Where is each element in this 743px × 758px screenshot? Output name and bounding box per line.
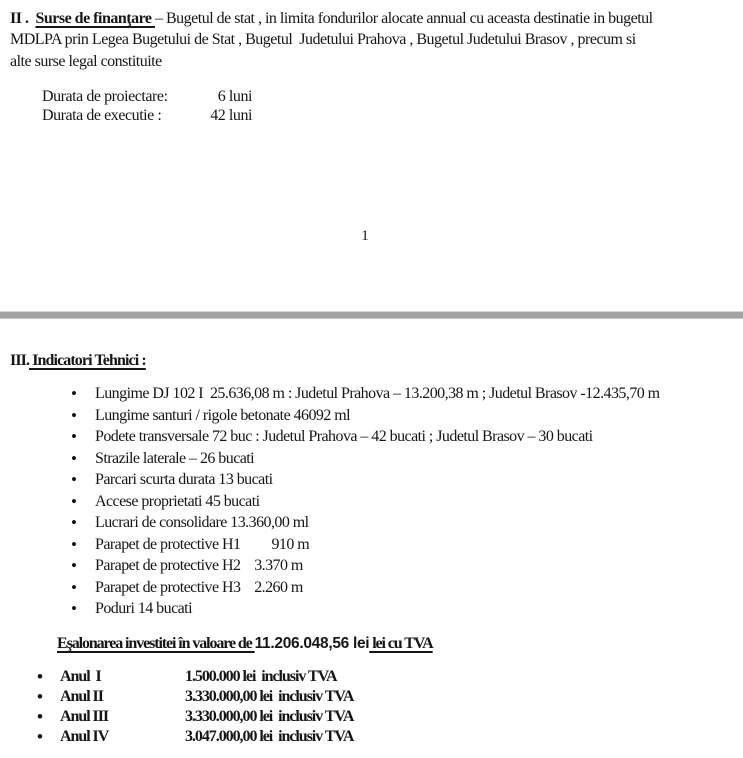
bullet-icon: •	[71, 470, 77, 490]
bullet-icon: •	[37, 727, 42, 747]
duration-design-value: 6 luni	[217, 88, 252, 105]
list-item-text: Parapet de protective H3 2.260 m	[95, 578, 303, 596]
year-label: Anul III	[60, 708, 109, 726]
list-item-year-1	[0, 668, 743, 688]
list-item-year-3	[0, 708, 743, 728]
bullet-icon: •	[37, 707, 42, 727]
bullet-icon: •	[71, 534, 77, 554]
list-item-text: Strazile laterale – 26 bucati	[95, 449, 255, 467]
section-numeral-iii: III.	[10, 352, 30, 369]
list-item	[0, 514, 743, 536]
technical-indicators-list	[0, 385, 743, 622]
technical-indicators-heading	[10, 352, 146, 370]
section-numeral-ii: II .	[10, 10, 36, 27]
list-item-text: Lungime DJ 102 I 25.636,08 m : Judetul Prahova – 13.200,38 m ; Judetul Brasov -12.435,70 m	[95, 385, 660, 402]
duration-row-design	[42, 87, 252, 106]
investment-heading-lead: Eşalonarea investitei în valoare de	[57, 635, 255, 652]
bullet-icon: •	[71, 577, 77, 597]
list-item-year-2	[0, 688, 743, 708]
year-amount: 1.500.000 lei inclusiv TVA	[185, 668, 337, 685]
bullet-icon: •	[71, 427, 77, 447]
list-item-text: Parapet de protective H2 3.370 m	[95, 557, 303, 575]
list-item-text: Lucrari de consolidare 13.360,00 ml	[95, 514, 309, 532]
list-item-text: Lungime santuri / rigole betonate 46092 ml	[95, 406, 351, 424]
section-title-surse-de-finantare: Surse de finanţare	[35, 10, 155, 27]
list-item	[0, 493, 743, 515]
duration-execution-label: Durata de executie :	[42, 107, 162, 125]
list-item	[0, 450, 743, 472]
investment-total-amount: 11.206.048,56 lei	[254, 635, 370, 652]
bullet-icon: •	[71, 513, 77, 533]
list-item	[0, 407, 743, 429]
year-amount: 3.047.000,00 lei inclusiv TVA	[185, 728, 354, 746]
bullet-icon: •	[37, 687, 42, 707]
list-item	[0, 536, 743, 558]
bullet-icon: •	[71, 384, 77, 403]
list-item-text: Poduri 14 bucati	[95, 600, 192, 618]
list-item-text: Parapet de protective H1 910 m	[95, 535, 310, 553]
paragraph-line-3: alte surse legal constituite	[10, 52, 162, 70]
list-item	[0, 600, 743, 622]
bullet-icon: •	[71, 448, 77, 468]
page-break-divider	[0, 311, 743, 319]
paragraph-text: – Bugetul de stat , in limita fondurilor alocate annual cu aceasta destinatie in bugetul	[155, 10, 653, 27]
bullet-icon: •	[71, 405, 77, 425]
list-item-text: Podete transversale 72 buc : Judetul Prahova – 42 bucati ; Judetul Brasov – 30 bucati	[95, 428, 593, 446]
list-item	[0, 471, 743, 493]
list-item	[0, 557, 743, 579]
year-label: Anul I	[60, 668, 101, 685]
bullet-icon: •	[71, 491, 77, 511]
page-number: 1	[361, 228, 369, 244]
list-item	[0, 428, 743, 450]
duration-execution-value: 42 luni	[210, 107, 252, 125]
bullet-icon: •	[71, 556, 77, 576]
bullet-icon: •	[71, 599, 77, 619]
yearly-investment-list	[0, 668, 743, 748]
section-title-indicatori-tehnici: Indicatori Tehnici :	[29, 352, 146, 369]
bullet-icon: •	[37, 667, 42, 686]
year-amount: 3.330.000,00 lei inclusiv TVA	[185, 708, 354, 726]
year-label: Anul II	[60, 688, 103, 706]
list-item	[0, 385, 743, 407]
investment-heading-tail: lei cu TVA	[369, 635, 433, 652]
list-item-text: Accese proprietati 45 bucati	[95, 492, 260, 510]
duration-design-label: Durata de proiectare:	[42, 88, 168, 105]
paragraph-line-1	[10, 8, 740, 29]
duration-block	[42, 87, 252, 126]
financing-sources-paragraph	[10, 8, 740, 72]
duration-row-execution	[42, 106, 252, 125]
year-amount: 3.330.000,00 lei inclusiv TVA	[185, 688, 354, 706]
paragraph-line-2: MDLPA prin Legea Bugetului de Stat , Bugetul Judetului Prahova , Bugetul Judetului Brasov , precum si	[10, 31, 636, 49]
list-item	[0, 579, 743, 601]
list-item-text: Parcari scurta durata 13 bucati	[95, 471, 273, 489]
list-item-year-4	[0, 728, 743, 748]
year-label: Anul IV	[60, 728, 109, 746]
investment-schedule-heading	[57, 635, 433, 653]
